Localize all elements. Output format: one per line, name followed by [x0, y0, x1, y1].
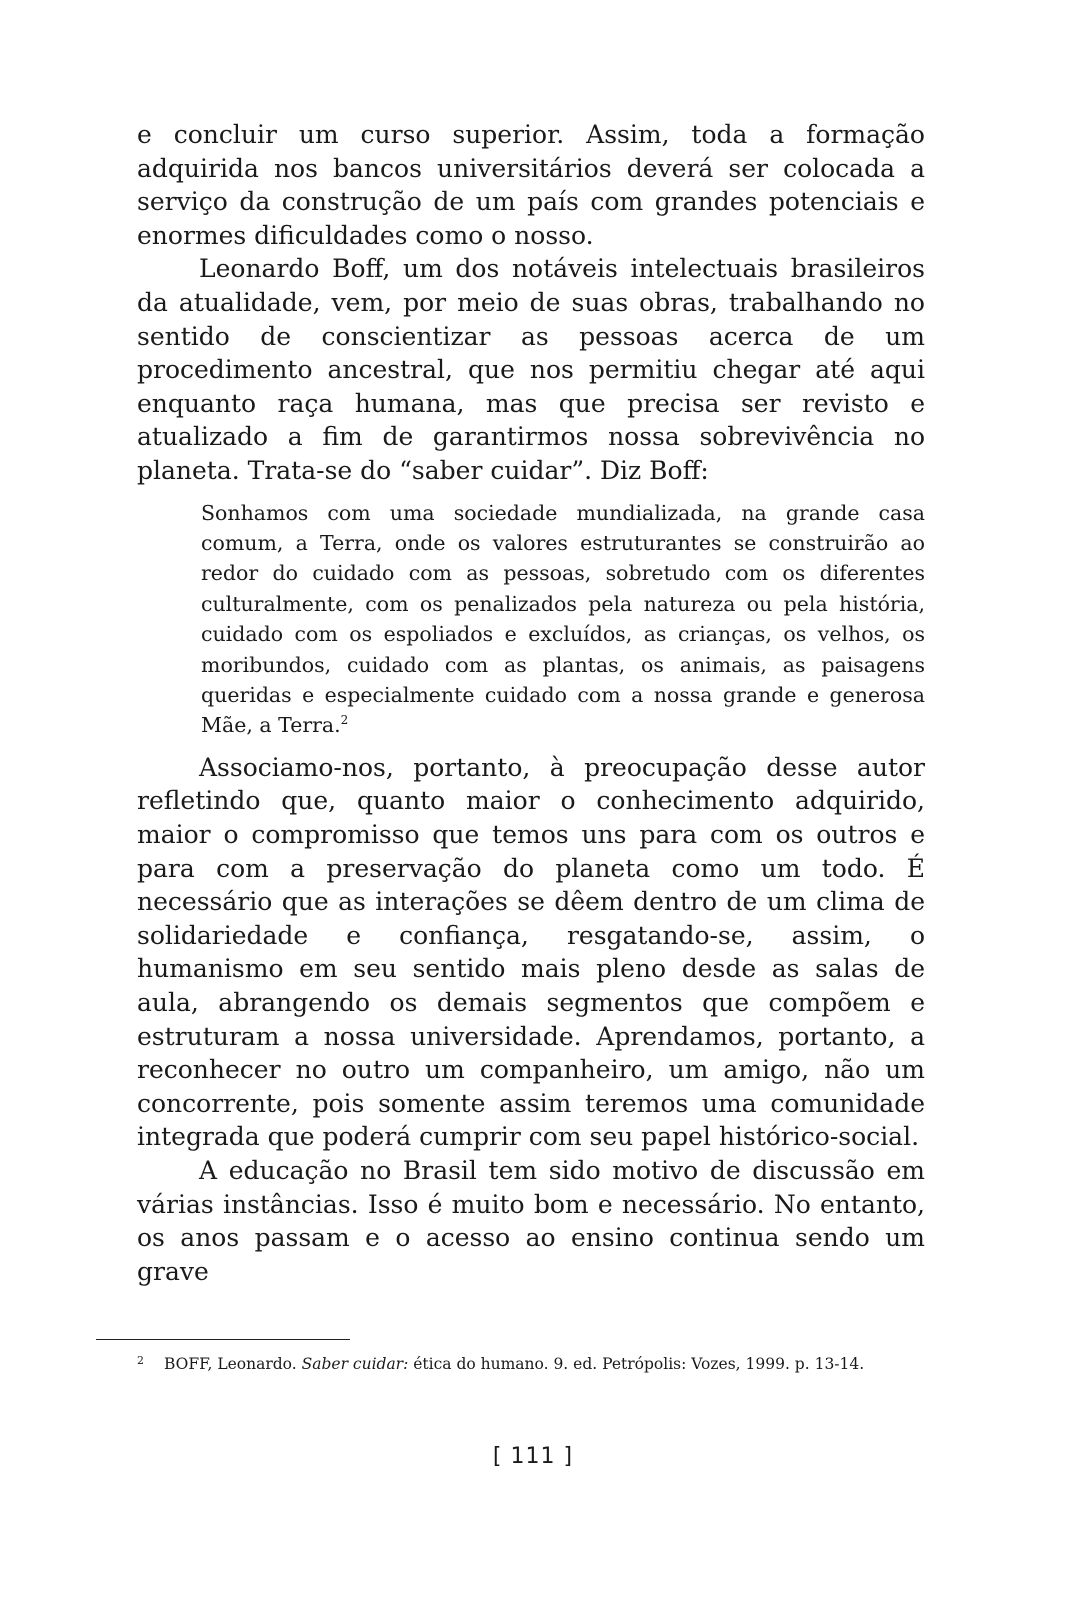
paragraph-1: e concluir um curso superior. Assim, toda a formação adquirida nos bancos universitários deverá ser colocada a serviço da construção de um país com grandes potenciais e enormes dificuldades como o nosso. [137, 120, 925, 250]
block-quote [201, 498, 925, 741]
main-text [137, 118, 925, 1288]
footnote [137, 1352, 925, 1376]
footnote-reference: 2 [340, 713, 349, 728]
paragraph-4: A educação no Brasil tem sido motivo de discussão em várias instâncias. Isso é muito bom e necessário. No entanto, os anos passam e o acesso ao ensino continua sendo um grave [137, 1155, 925, 1286]
block-quote-text: Sonhamos com uma sociedade mundializada, na grande casa comum, a Terra, onde os valores estruturantes se construirão ao redor do cuidado com as pessoas, sobretudo com os diferentes culturalmente, com os penalizados pela natureza ou pela história, cuidado com os espoliados e excluídos, as crianças, os velhos, os moribundos, cuidado com as plantas, os animais, as paisagens queridas e especialmente cuidado com a nossa grande e generosa Mãe, a Terra. [201, 500, 925, 738]
page-number: [ 111 ] [492, 1444, 574, 1469]
footnote-title: Saber cuidar: [301, 1355, 409, 1373]
paragraph-2: Leonardo Boff, um dos notáveis intelectuais brasileiros da atualidade, vem, por meio de suas obras, trabalhando no sentido de conscientizar as pessoas acerca de um procedimento ancestral, que nos permitiu chegar até aqui enquanto raça humana, mas que precisa ser revisto e atualizado a fim de garantirmos nossa sobrevivência no planeta. Trata-se do “saber cuidar”. Diz Boff: [137, 254, 925, 485]
footnote-author: BOFF, Leonardo. [164, 1355, 302, 1373]
footnote-rest: ética do humano. 9. ed. Petrópolis: Vozes, 1999. p. 13-14. [408, 1355, 865, 1373]
footnote-divider [96, 1339, 350, 1340]
paragraph-3: Associamo-nos, portanto, à preocupação desse autor refletindo que, quanto maior o conhecimento adquirido, maior o compromisso que temos uns para com os outros e para com a preservação do planeta como um todo. É necessário que as interações se dêem dentro de um clima de solidariedade e confiança, resgatando-se, assim, o humanismo em seu sentido mais pleno desde as salas de aula, abrangendo os demais segmentos que compõem e estruturam a nossa universidade. Aprendamos, portanto, a reconhecer no outro um companheiro, um amigo, não um concorrente, pois somente assim teremos uma comunidade integrada que poderá cumprir com seu papel histórico-social. [137, 752, 925, 1152]
footnote-text [137, 1352, 925, 1376]
footnote-mark: 2 [137, 1354, 144, 1367]
